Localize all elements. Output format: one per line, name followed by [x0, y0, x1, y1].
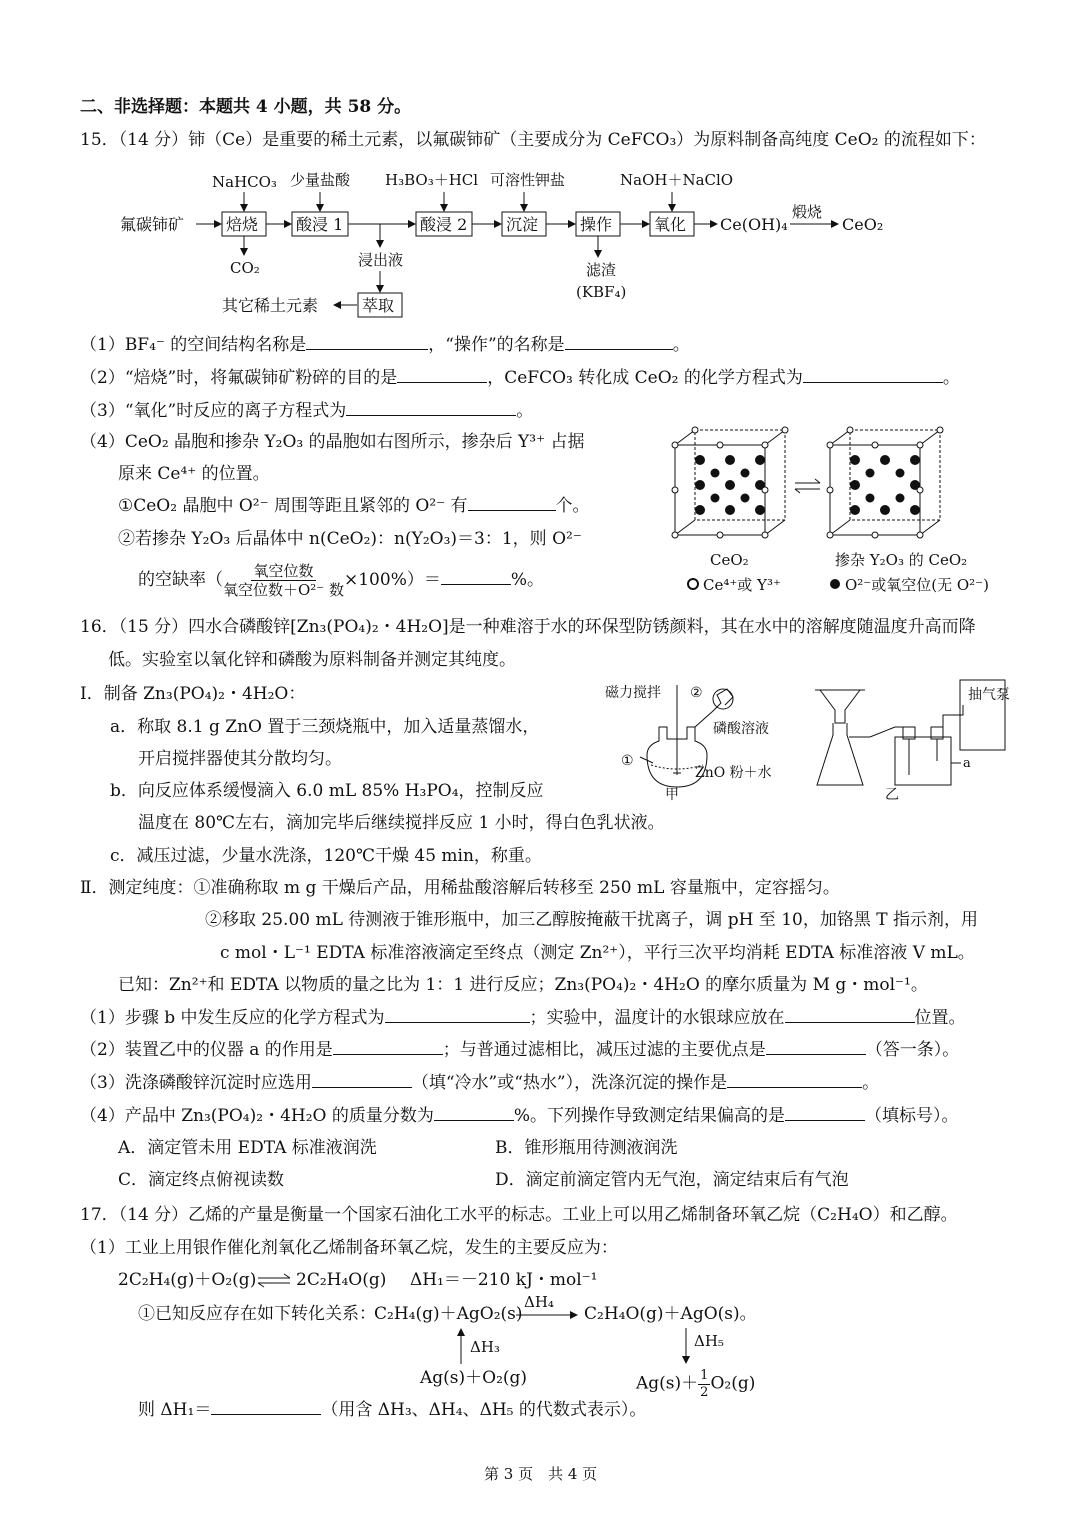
legend-right: O²⁻或氧空位(无 O²⁻): [845, 576, 989, 594]
q17-header: 17．（14 分）乙烯的产量是衡量一个国家石油化工水平的标志。工业上可以用乙烯制备环氧乙烷（C₂H₄O）和乙醇。: [80, 1205, 958, 1225]
answer-blank[interactable]: [211, 1400, 321, 1415]
svg-text:NaHCO₃: NaHCO₃: [212, 173, 277, 191]
answer-blank[interactable]: [727, 1073, 862, 1088]
answer-blank[interactable]: [565, 335, 673, 350]
vacancy-fraction: $\frac{\text{氧空位数}}{\text{氧空位数＋O²⁻ 数}}$: [223, 562, 344, 599]
q16-II-3: c mol・L⁻¹ EDTA 标准溶液滴定至终点（测定 Zn²⁺），平行三次平均消耗 EDTA 标准溶液 V mL。: [220, 943, 975, 963]
q16-step-a1: a．称取 8.1 g ZnO 置于三颈烧瓶中，加入适量蒸馏水，: [110, 717, 540, 737]
q16-q2: （2）装置乙中的仪器 a 的作用是 ；与普通过滤相比，减压过滤的主要优点是 （答一条）。: [80, 1040, 960, 1060]
svg-text:②: ②: [690, 685, 703, 701]
svg-text:其它稀土元素: 其它稀土元素: [222, 296, 319, 315]
crystal-label-left: CeO₂: [710, 551, 749, 569]
q17-dh3: ΔH₃: [470, 1338, 500, 1356]
flow-start: 氟碳铈矿: [120, 215, 185, 234]
answer-blank[interactable]: [468, 496, 556, 511]
q17-answer: 则 ΔH₁＝ （用含 ΔH₃、ΔH₄、ΔH₅ 的代数式表示）。: [138, 1400, 647, 1420]
answer-blank[interactable]: [306, 335, 428, 350]
answer-blank[interactable]: [397, 368, 487, 383]
q16-I-title: Ⅰ．制备 Zn₃(PO₄)₂・4H₂O：: [80, 684, 306, 704]
q15-header: 15．（14 分）铈（Ce）是重要的稀土元素，以氟碳铈矿（主要成分为 CeFCO₃）为原料制备高纯度 CeO₂ 的流程如下：: [80, 130, 986, 150]
svg-text:酸浸 2: 酸浸 2: [420, 215, 468, 234]
flow-box-roast: [222, 212, 266, 236]
q16-q3: （3）洗涤磷酸锌沉淀时应选用 （填“冷水”或“热水”），洗涤沉淀的操作是 。: [80, 1073, 880, 1093]
q16-step-a2: 开启搅拌器使其分散均匀。: [138, 749, 342, 769]
flow-box-leach1: [292, 212, 348, 236]
svg-text:(KBF₄): (KBF₄): [576, 283, 627, 301]
answer-blank[interactable]: [803, 368, 943, 383]
q17-part1: （1）工业上用银作催化剂氧化乙烯制备环氧乙烷，发生的主要反应为：: [80, 1238, 618, 1258]
svg-text:浸出液: 浸出液: [358, 251, 404, 269]
doped-cation-sites: [827, 427, 943, 538]
q15-part1: （1）BF₄⁻ 的空间结构名称是 ，“操作”的名称是 。: [80, 335, 690, 355]
section-title: 二、非选择题：本题共 4 小题，共 58 分。: [80, 97, 412, 117]
q16-step-b2: 温度在 80℃左右，滴加完毕后继续搅拌反应 1 小时，得白色乳状液。: [138, 813, 665, 833]
svg-text:①: ①: [621, 753, 634, 769]
q16-option-a[interactable]: A．滴定管未用 EDTA 标准液润洗: [118, 1138, 377, 1158]
q16-II-1: Ⅱ．测定纯度：①准确称取 m g 干燥后产品，用稀盐酸溶解后转移至 250 mL 容量瓶中，定容摇匀。: [80, 878, 840, 898]
answer-blank[interactable]: [441, 570, 511, 585]
q17-dh4: ΔH₄: [524, 1293, 554, 1311]
q16-q4: （4）产品中 Zn₃(PO₄)₂・4H₂O 的质量分数为 %。下列操作导致测定结果偏高的是 （填标号）。: [80, 1106, 959, 1126]
legend-left: Ce⁴⁺或 Y³⁺: [703, 576, 781, 594]
page-footer: 第 3 页 共 4 页: [484, 1465, 598, 1483]
answer-blank[interactable]: [434, 1106, 514, 1121]
q17-react-left: C₂H₄(g)＋AgO₂(s): [374, 1304, 523, 1324]
equilibrium-arrow-icon: [256, 1272, 292, 1288]
q17-main-eq-left: 2C₂H₄(g)＋O₂(g): [118, 1270, 257, 1290]
q17-dh5: ΔH₅: [694, 1332, 724, 1350]
q15-part4-sub2: ②若掺杂 Y₂O₃ 后晶体中 n(CeO₂)：n(Y₂O₃)＝3：1，则 O²⁻: [118, 529, 582, 549]
q16-option-d[interactable]: D．滴定前滴定管内无气泡，滴定结束后有气泡: [495, 1170, 849, 1190]
q17-sub1-prefix: ①已知反应存在如下转化关系：: [138, 1304, 376, 1324]
q15-flow-diagram: [110, 165, 900, 325]
q17-arrow-right: [516, 1310, 580, 1320]
flow-box-leach2: [416, 212, 472, 236]
equilibrium-arrows: [795, 479, 820, 493]
answer-blank[interactable]: [785, 1106, 865, 1121]
flow-calcine: 煅烧: [792, 203, 823, 221]
q17-arrow-up: [455, 1328, 467, 1364]
svg-text:沉淀: 沉淀: [506, 215, 539, 234]
svg-text:ZnO 粉＋水: ZnO 粉＋水: [695, 765, 772, 781]
svg-text:H₃BO₃＋HCl: H₃BO₃＋HCl: [385, 171, 479, 189]
svg-text:萃取: 萃取: [362, 296, 395, 315]
q16-step-b1: b．向反应体系缓慢滴入 6.0 mL 85% H₃PO₄，控制反应: [110, 781, 544, 801]
svg-text:少量盐酸: 少量盐酸: [290, 171, 351, 189]
q15-part4-sub1: ①CeO₂ 晶胞中 O²⁻ 周围等距且紧邻的 O²⁻ 有 个。: [118, 496, 590, 516]
q17-bottom-left: Ag(s)＋O₂(g): [420, 1368, 528, 1388]
svg-text:酸浸 1: 酸浸 1: [296, 215, 344, 234]
svg-text:氧化: 氧化: [654, 215, 687, 234]
q16-header2: 低。实验室以氧化锌和磷酸为原料制备并测定其纯度。: [108, 650, 516, 670]
q15-part3: （3）“氧化”时反应的离子方程式为 。: [80, 401, 534, 421]
q15-part2: （2）“焙烧”时，将氟碳铈矿粉碎的目的是 ，CeFCO₃ 转化成 CeO₂ 的化学方程式为 。: [80, 368, 960, 388]
q17-arrow-down: [680, 1328, 692, 1364]
q16-option-b[interactable]: B．锥形瓶用待测液润洗: [495, 1138, 678, 1158]
svg-text:操作: 操作: [580, 215, 613, 234]
svg-text:甲: 甲: [665, 787, 679, 803]
q17-main-eq-right: 2C₂H₄O(g): [296, 1270, 387, 1290]
svg-text:磁力搅拌: 磁力搅拌: [605, 685, 661, 701]
q15-part4-line1: （4）CeO₂ 晶胞和掺杂 Y₂O₃ 的晶胞如右图所示，掺杂后 Y³⁺ 占据: [80, 432, 585, 452]
svg-text:乙: 乙: [885, 787, 899, 803]
flow-box-extract: [358, 293, 402, 317]
answer-blank[interactable]: [333, 1040, 443, 1055]
q16-step-c: c．减压过滤，少量水洗涤，120℃干燥 45 min，称重。: [110, 846, 542, 866]
q16-II-2: ②移取 25.00 mL 待测液于锥形瓶中，加三乙醇胺掩蔽干扰离子，调 pH 至 10，加铬黑 T 指示剂，用: [205, 910, 978, 930]
crystal-cells-figure: [655, 425, 995, 600]
flow-box-precip: [502, 212, 546, 236]
answer-blank[interactable]: [346, 401, 516, 416]
q16-header1: 16．（15 分）四水合磷酸锌[Zn₃(PO₄)₂・4H₂O]是一种难溶于水的环保型防锈颜料，其在水中的溶解度随温度升高而降: [80, 617, 976, 637]
q17-main-eq-dh: ΔH₁＝－210 kJ・mol⁻¹: [410, 1270, 598, 1290]
doped-cell: [830, 430, 940, 535]
answer-blank[interactable]: [312, 1073, 412, 1088]
doped-atoms: [850, 455, 920, 515]
ceo2-atoms: [695, 455, 765, 515]
flow-product2: CeO₂: [842, 215, 884, 234]
q15-part4-line2: 原来 Ce⁴⁺ 的位置。: [118, 464, 270, 484]
svg-text:滤渣: 滤渣: [586, 261, 617, 279]
svg-text:磷酸溶液: 磷酸溶液: [713, 721, 769, 737]
svg-text:a: a: [963, 756, 971, 771]
flow-box-oxidize: [650, 212, 694, 236]
q16-known: 已知：Zn²⁺和 EDTA 以物质的量之比为 1：1 进行反应；Zn₃(PO₄)₂・4H₂O 的摩尔质量为 M g・mol⁻¹。: [118, 975, 928, 995]
answer-blank[interactable]: [785, 1008, 915, 1023]
flow-product1: Ce(OH)₄: [720, 215, 788, 234]
apparatus-figure: [595, 675, 1015, 830]
svg-text:NaOH＋NaClO: NaOH＋NaClO: [620, 171, 734, 189]
q16-q1: （1）步骤 b 中发生反应的化学方程式为 ；实验中，温度计的水银球应放在 位置。: [80, 1008, 966, 1028]
svg-text:抽气泵: 抽气泵: [968, 687, 1010, 703]
answer-blank[interactable]: [385, 1008, 530, 1023]
svg-text:可溶性钾盐: 可溶性钾盐: [490, 171, 566, 189]
svg-text:焙烧: 焙烧: [226, 215, 259, 234]
answer-blank[interactable]: [766, 1040, 866, 1055]
q17-bottom-right: Ag(s)＋ $\frac{1}{2}$ O₂(g): [636, 1368, 756, 1400]
crystal-label-right: 掺杂 Y₂O₃ 的 CeO₂: [835, 551, 968, 569]
q15-part4-vacancy: 的空缺率（ $\frac{\text{氧空位数}}{\text{氧空位数＋O²⁻ 数}}$ ×100%）＝ %。: [138, 562, 545, 599]
q17-react-right: C₂H₄O(g)＋AgO(s)。: [584, 1304, 757, 1324]
q16-option-c[interactable]: C．滴定终点俯视读数: [118, 1170, 285, 1190]
svg-text:CO₂: CO₂: [230, 259, 260, 277]
flow-box-operate: [576, 212, 620, 236]
